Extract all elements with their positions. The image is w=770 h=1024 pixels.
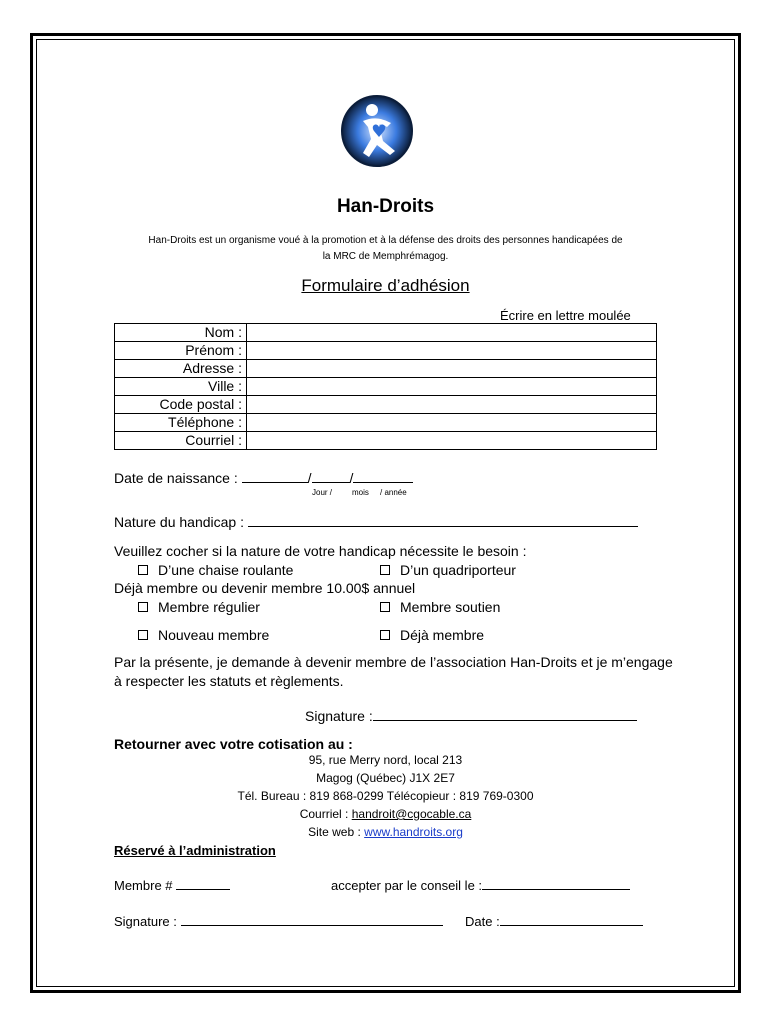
declaration-text: Par la présente, je demande à devenir membre de l’association Han-Droits et je m’engage à respecter les statuts et règlements. [114,654,673,689]
member-number-label: Membre # [114,878,173,893]
birthdate-month-hint: mois [352,488,369,497]
birthdate-day-input[interactable] [242,470,308,483]
admin-date-label: Date : [465,914,500,929]
org-description-line1: Han-Droits est un organisme voué à la promotion et à la défense des droits des personnes handicapées de [148,235,623,246]
signature-label: Signature : [305,708,373,724]
field-label-ville: Ville : [115,378,247,396]
new-member-checkbox[interactable] [138,630,148,640]
option-scooter[interactable] [380,562,516,578]
scooter-checkbox[interactable] [380,565,390,575]
handicap-label: Nature du handicap : [114,514,244,530]
handicap-input[interactable] [248,514,638,527]
member-number-input[interactable] [176,877,230,890]
existing-member-checkbox[interactable] [380,630,390,640]
new-member-label: Nouveau membre [158,627,270,643]
han-droits-logo-icon [341,95,413,167]
field-row-adresse [115,360,657,378]
option-wheelchair[interactable] [138,562,293,578]
admin-signature-input[interactable] [181,913,443,926]
member-number-row [114,877,230,893]
website-label: Site web : [308,825,361,839]
admin-signature-label: Signature : [114,914,177,929]
option-new-member[interactable] [138,627,269,643]
birthdate-sep-1: / [307,470,312,486]
admin-heading: Réservé à l’administration [114,843,276,858]
org-description-line2: la MRC de Memphrémagog. [322,251,449,262]
website-link[interactable]: www.handroits.org [364,825,463,839]
field-row-nom [115,324,657,342]
accepted-date-row [331,877,630,893]
option-existing-member[interactable] [380,627,484,643]
field-input-courriel[interactable] [247,432,657,450]
address-line1: 95, rue Merry nord, local 213 [308,753,463,767]
phone-numbers: Tél. Bureau : 819 868-0299 Télécopieur : 819 769-0300 [237,789,534,803]
birthdate-month-input[interactable] [312,470,350,483]
field-row-ville [115,378,657,396]
field-input-prenom[interactable] [247,342,657,360]
scooter-label: D’un quadriporteur [400,562,516,578]
return-heading: Retourner avec votre cotisation au : [114,736,353,752]
birthdate-label: Date de naissance : [114,470,238,486]
birthdate-day-hint: Jour / [312,488,333,497]
admin-signature-row [114,913,443,929]
field-label-code-postal: Code postal : [115,396,247,414]
email-link[interactable]: handroit@cgocable.ca [351,807,472,821]
field-row-telephone [115,414,657,432]
membership-prompt: Déjà membre ou devenir membre 10.00$ annuel [114,580,416,596]
form-title: Formulaire d’adhésion [301,276,470,295]
field-label-courriel: Courriel : [115,432,247,450]
signature-row [305,708,637,724]
accepted-date-input[interactable] [482,877,630,890]
field-input-telephone[interactable] [247,414,657,432]
regular-member-label: Membre régulier [158,599,260,615]
field-row-courriel [115,432,657,450]
field-label-adresse: Adresse : [115,360,247,378]
admin-date-row [465,913,643,929]
supporter-member-checkbox[interactable] [380,602,390,612]
birthdate-year-hint: / année [380,488,407,497]
field-label-nom: Nom : [115,324,247,342]
accepted-label: accepter par le conseil le : [331,878,483,893]
org-name: Han-Droits [336,196,435,217]
field-label-telephone: Téléphone : [115,414,247,432]
field-input-adresse[interactable] [247,360,657,378]
field-input-nom[interactable] [247,324,657,342]
email-label: Courriel : [299,807,349,821]
handicap-check-prompt: Veuillez cocher si la nature de votre handicap nécessite le besoin : [114,543,527,559]
wheelchair-checkbox[interactable] [138,565,148,575]
field-row-code-postal [115,396,657,414]
wheelchair-label: D’une chaise roulante [158,562,294,578]
field-label-prenom: Prénom : [115,342,247,360]
birthdate-sep-2: / [349,470,354,486]
regular-member-checkbox[interactable] [138,602,148,612]
admin-date-input[interactable] [500,913,643,926]
supporter-member-label: Membre soutien [400,599,501,615]
field-input-code-postal[interactable] [247,396,657,414]
signature-input[interactable] [373,708,637,721]
org-description [36,233,735,265]
birthdate-row [114,470,413,486]
member-info-table [114,323,657,450]
option-supporter-member[interactable] [380,599,500,615]
option-regular-member[interactable] [138,599,260,615]
print-instruction: Écrire en lettre moulée [500,308,631,323]
email-row [36,807,735,821]
existing-member-label: Déjà membre [400,627,485,643]
address-line2: Magog (Québec) J1X 2E7 [316,771,455,785]
field-input-ville[interactable] [247,378,657,396]
website-row [36,825,735,839]
handicap-row [114,514,638,530]
birthdate-year-input[interactable] [353,470,413,483]
field-row-prenom [115,342,657,360]
